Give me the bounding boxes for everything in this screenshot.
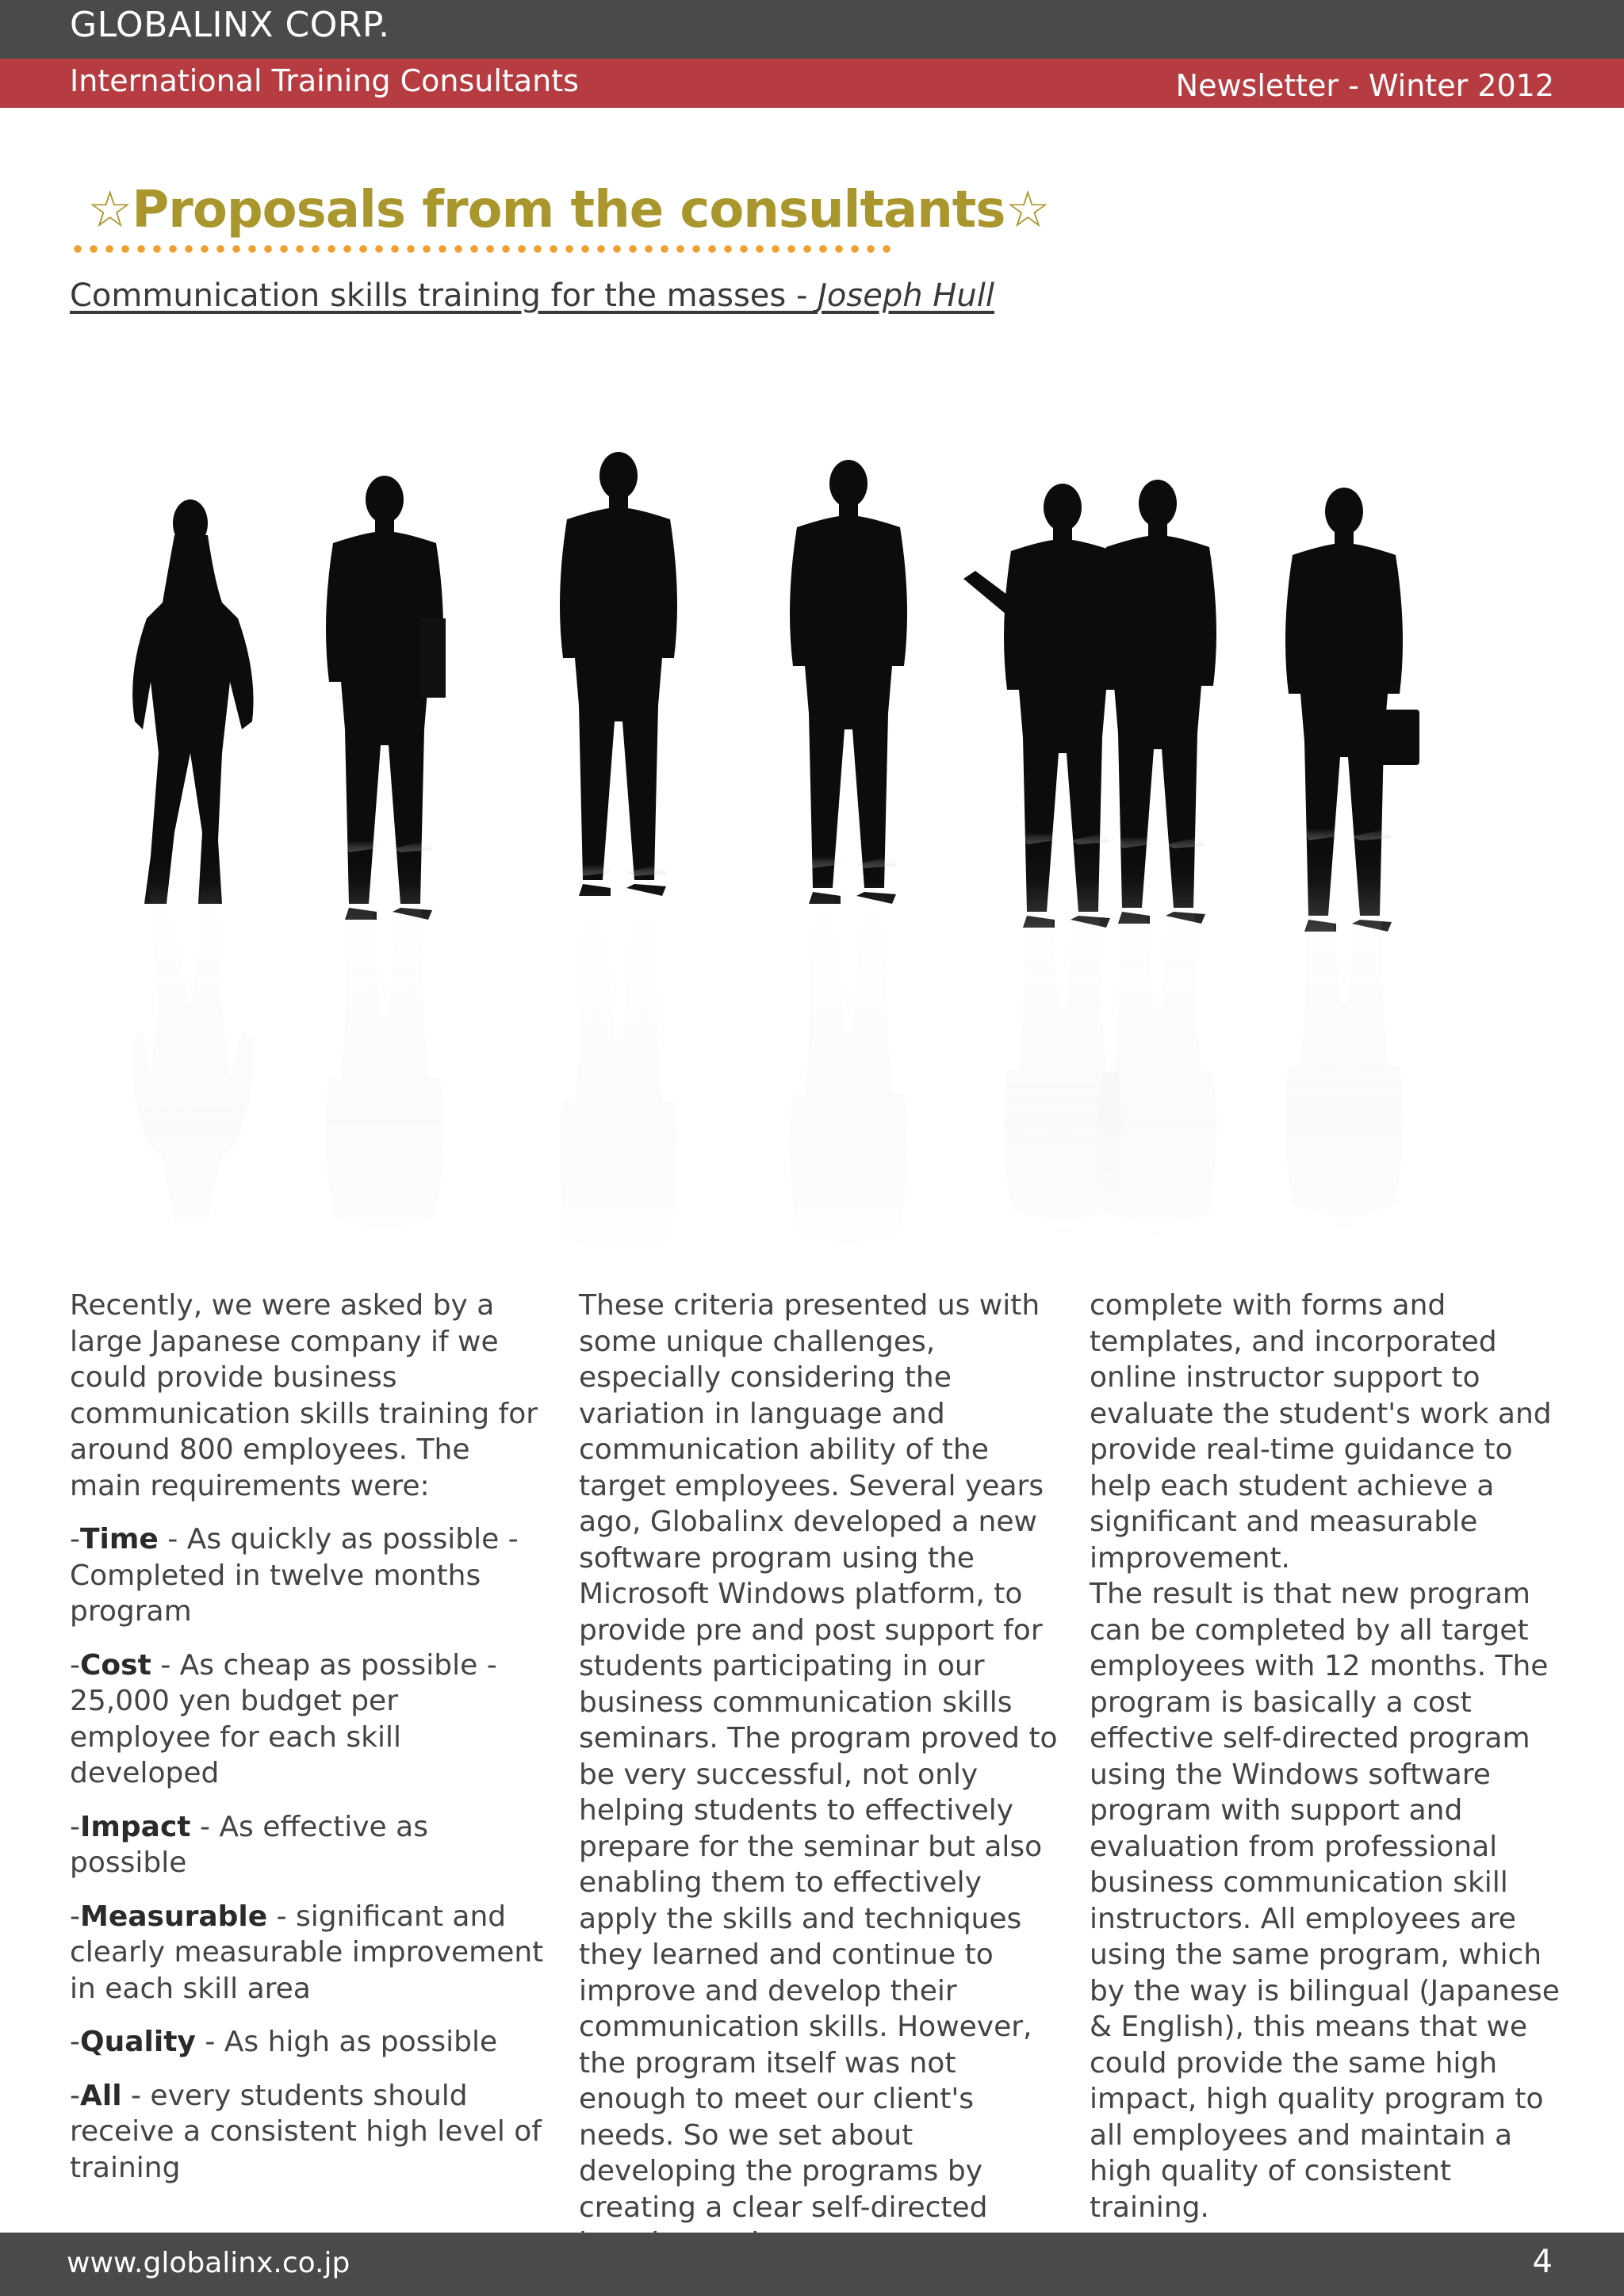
requirement-measurable: -Measurable - significant and clearly measurable improvement in each skill area bbox=[70, 1900, 544, 2005]
article-column-3 bbox=[1090, 1288, 1565, 2225]
column-3-paragraph-2: The result is that new program can be completed by all target employees with 12 months. The program is basically a cost effective self-directed program using the Windows software program with support and evaluation from professional business communication skill instructors. All employees are using the same program, which by the way is bilingual (Japanese & English), this means that we could provide the same high impact, high quality program to all employees and maintain a high quality of consistent training. bbox=[1090, 1578, 1560, 2224]
requirement-impact: -Impact - As effective as possible bbox=[70, 1810, 428, 1879]
company-name: GLOBALINX CORP. bbox=[70, 5, 390, 45]
intro-paragraph: Recently, we were asked by a large Japanese company if we could provide business communication skills training for around 800 employees. The main requirements were: bbox=[70, 1289, 538, 1502]
footer-url[interactable]: www.globalinx.co.jp bbox=[67, 2247, 350, 2279]
requirement-quality: -Quality - As high as possible bbox=[70, 2026, 498, 2058]
article-author: Joseph Hull bbox=[818, 277, 994, 314]
subheader-bar bbox=[0, 59, 1624, 108]
requirement-desc: - As effective as possible bbox=[70, 1810, 428, 1879]
column-2-paragraph: These criteria presented us with some unique challenges, especially considering the variation in language and communication ability of the target employees. Several years ago, Globalinx developed a new software program using the Microsoft Windows platform, to provide pre and post support for students participating in our business communication skills seminars. The program proved to be very successful, not only helping students to effectively prepare for the seminar but also enabling them to effectively apply the skills and techniques they learned and continue to improve and develop their communication skills. However, the program itself was not enough to meet our client's needs. So we set about developing the programs by creating a clear self-directed bbox=[579, 1289, 1058, 2224]
requirement-time: -Time - As quickly as possible - Completed in twelve months program bbox=[70, 1523, 519, 1628]
requirement-key: Time bbox=[80, 1523, 159, 1556]
requirement-desc: - significant and clearly measurable improvement in each skill area bbox=[70, 1900, 544, 2005]
requirement-desc: - As high as possible bbox=[195, 2026, 498, 2058]
page-number: 4 bbox=[1532, 2244, 1553, 2280]
requirement-key: Cost bbox=[80, 1648, 151, 1682]
requirement-key: Quality bbox=[80, 2026, 196, 2058]
silhouette-group bbox=[132, 452, 1419, 932]
requirement-key: Impact bbox=[80, 1810, 191, 1843]
requirement-key: Measurable bbox=[80, 1900, 268, 1933]
article-title bbox=[70, 277, 994, 314]
requirement-desc: - every students should receive a consistent high level of training bbox=[70, 2079, 542, 2184]
newsletter-edition: Newsletter - Winter 2012 bbox=[1175, 68, 1554, 103]
company-tagline: International Training Consultants bbox=[70, 63, 579, 98]
footer-bar bbox=[0, 2233, 1624, 2296]
requirement-all: -All - every students should receive a consistent high level of training bbox=[70, 2079, 542, 2184]
article-column-1 bbox=[70, 1288, 546, 2186]
section-title: ☆Proposals from the consultants☆ bbox=[87, 181, 1050, 239]
article-column-2 bbox=[579, 1288, 1063, 2262]
requirement-desc: - As quickly as possible - Completed in twelve months program bbox=[70, 1523, 519, 1628]
article-title-text: Communication skills training for the masses - bbox=[70, 277, 818, 314]
requirement-desc: - As cheap as possible - 25,000 yen budget per employee for each skill developed bbox=[70, 1648, 497, 1789]
requirement-key: All bbox=[80, 2079, 122, 2112]
business-silhouettes-image bbox=[111, 436, 1475, 1261]
dotted-divider bbox=[70, 244, 893, 254]
column-3-paragraph-1: complete with forms and templates, and incorporated online instructor support to evaluate the student's work and provide real-time guidance to help each student achieve a significant and measurable improvement. bbox=[1090, 1289, 1552, 1575]
header-bar bbox=[0, 0, 1624, 59]
requirement-cost: -Cost - As cheap as possible - 25,000 yen budget per employee for each skill developed bbox=[70, 1648, 497, 1789]
